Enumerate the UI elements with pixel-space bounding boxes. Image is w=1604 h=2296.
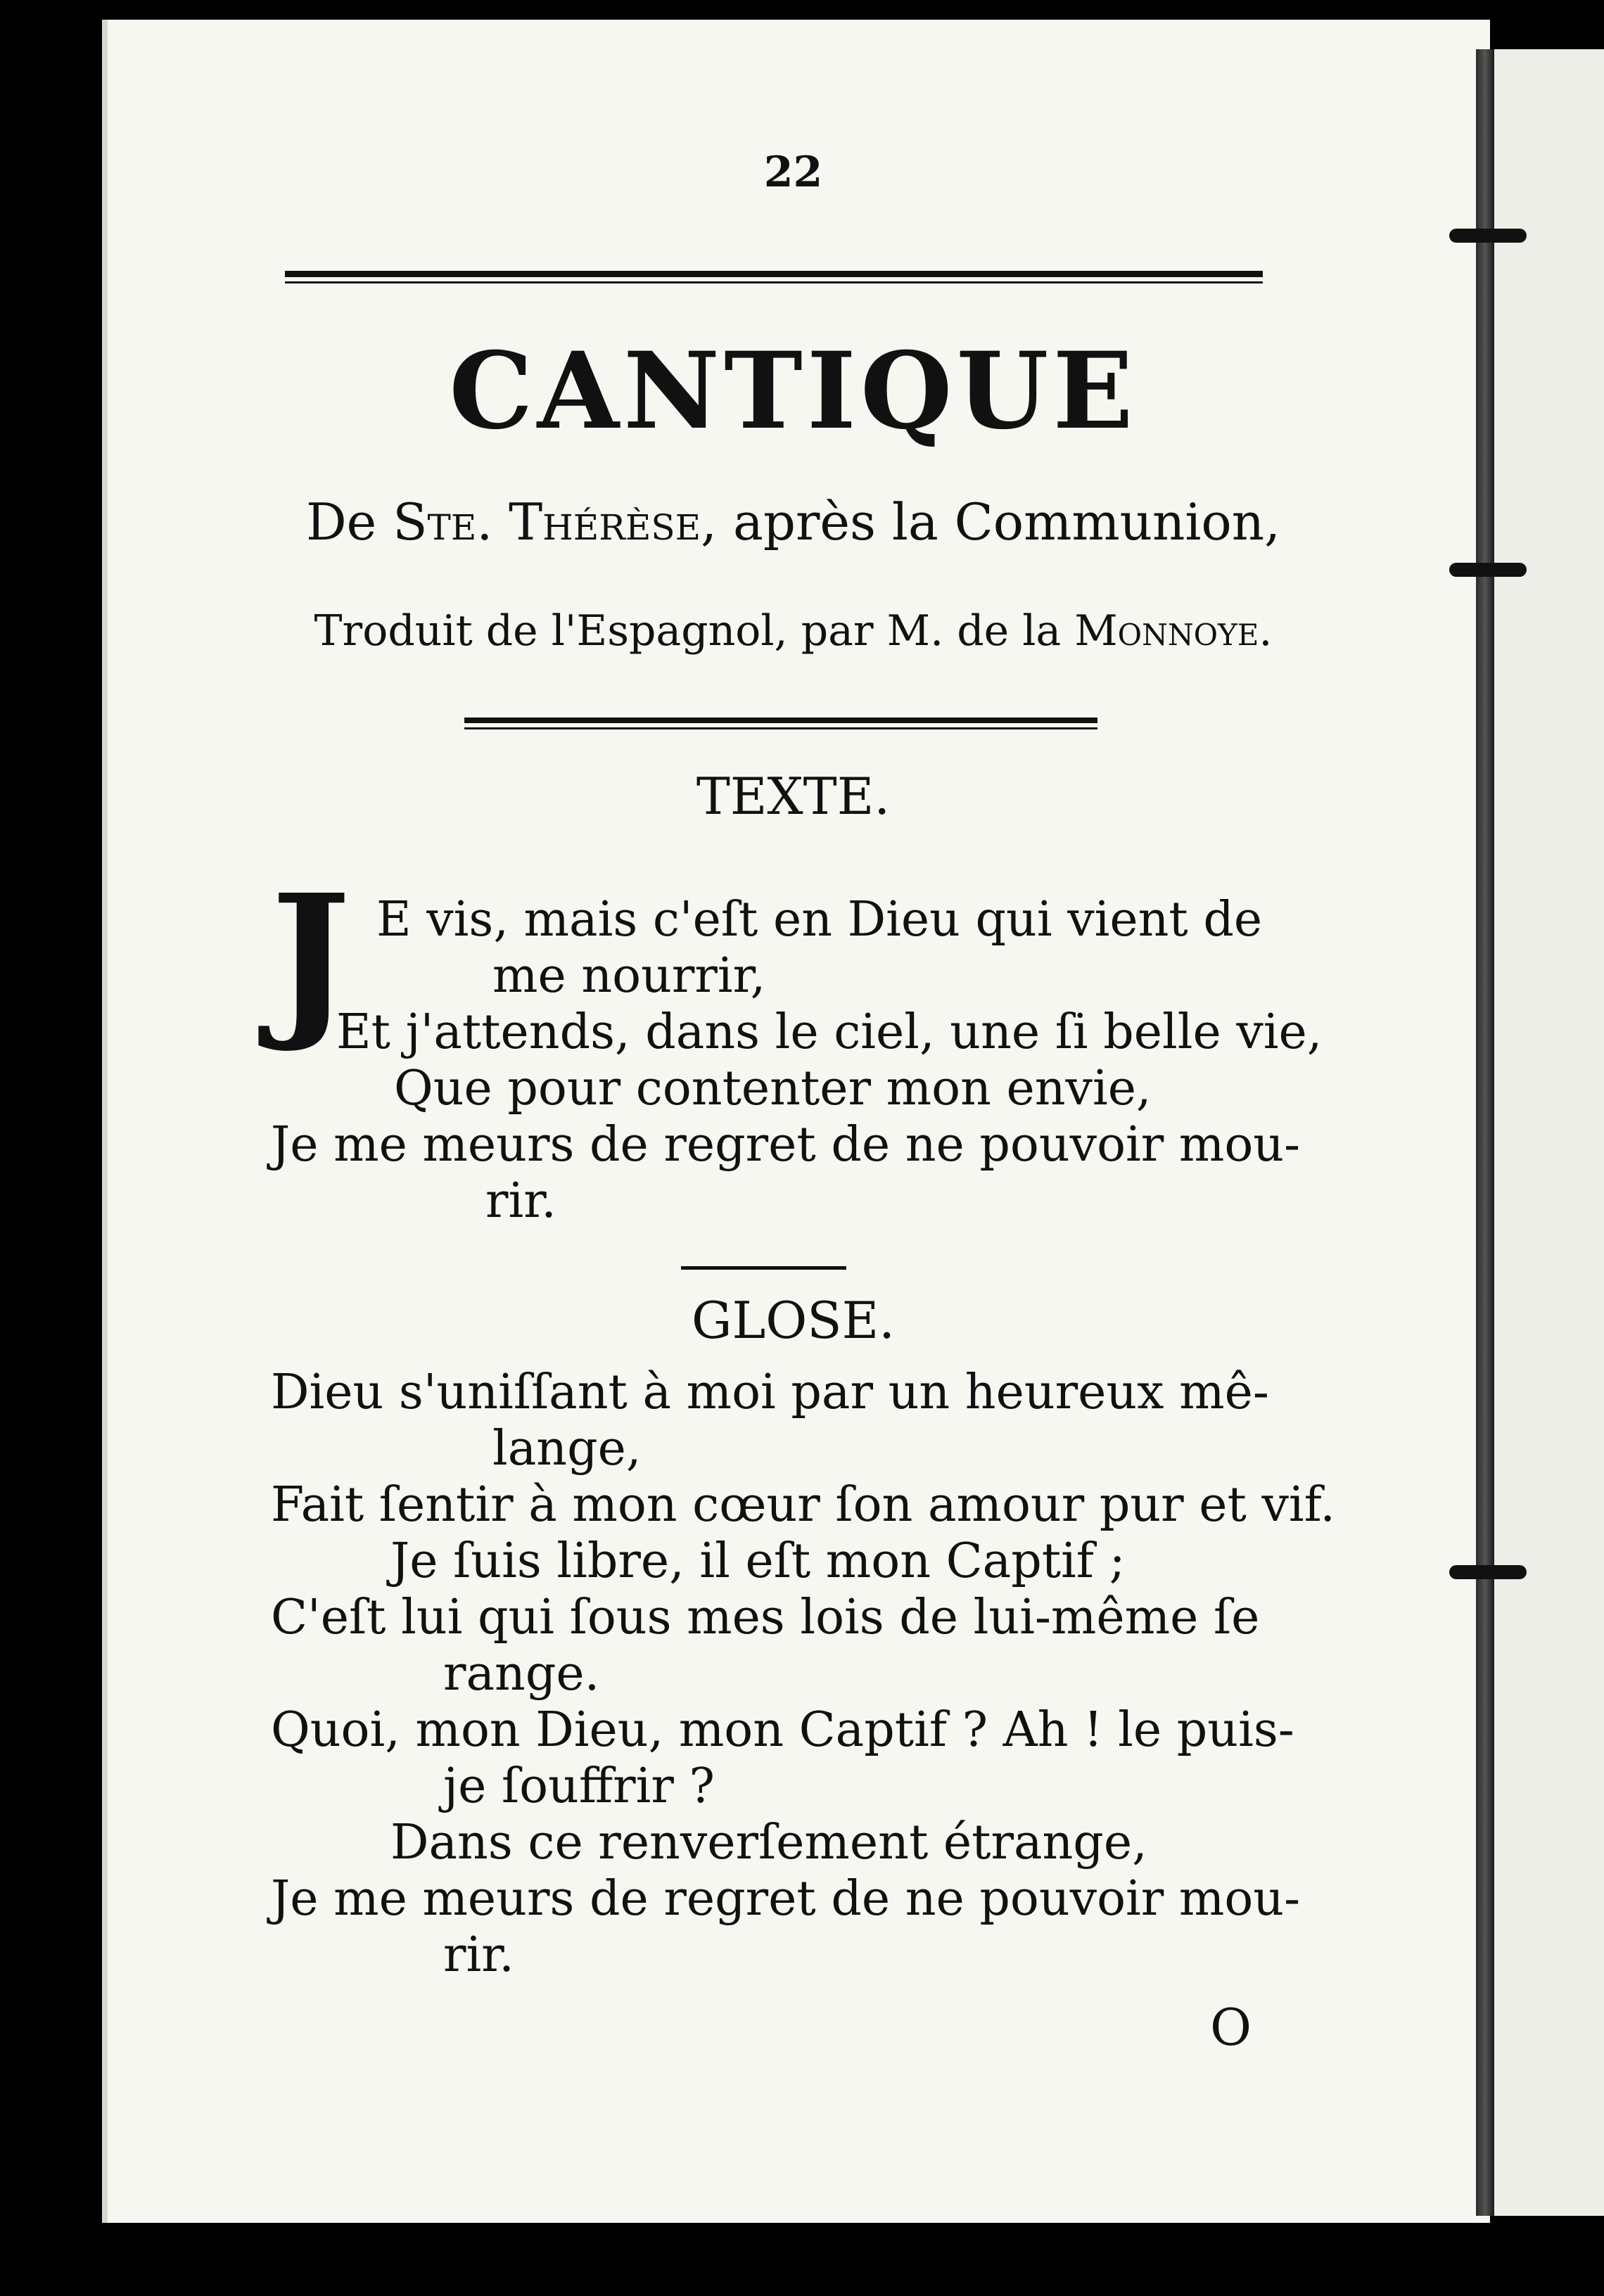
drop-cap: J	[271, 857, 351, 1056]
verse-line: Que pour contenter mon envie,	[394, 1061, 1152, 1116]
translator-prefix: Troduit de l'Espagnol, par M. de la	[314, 606, 1075, 656]
divider-rule	[681, 1266, 846, 1270]
verse-line: C'eſt lui qui ſous mes lois de lui-même ſe	[271, 1590, 1260, 1645]
page-title: CANTIQUE	[449, 329, 1138, 453]
subtitle	[102, 492, 1484, 551]
glose-heading: GLOSE.	[691, 1291, 896, 1350]
verse-line: rir.	[443, 1927, 514, 1983]
facing-page-edge	[1484, 49, 1604, 2216]
translator-name: Monnoye.	[1074, 606, 1273, 656]
subtitle-prefix: De	[305, 492, 393, 551]
verse-line: me nourrir,	[492, 948, 766, 1004]
verse-line: Je me meurs de regret de ne pouvoir mou-	[271, 1117, 1301, 1173]
verse-line: Je ſuis libre, il eſt mon Captif ;	[390, 1533, 1126, 1589]
page-number: 22	[763, 148, 823, 197]
catchword: O	[1210, 1998, 1252, 2057]
subtitle-suffix: , après la Communion,	[701, 492, 1281, 551]
verse-line: lange,	[492, 1421, 642, 1477]
verse-line: Et j'attends, dans le ciel, une ſi belle vie,	[336, 1005, 1323, 1060]
verse-line: range.	[443, 1646, 600, 1702]
section-rule-thin	[464, 727, 1097, 729]
section-rule-thick	[464, 718, 1097, 723]
binding-thread-mark	[1449, 1565, 1527, 1579]
verse-line: Dieu s'uniſſant à moi par un heureux mê-	[271, 1365, 1269, 1420]
texte-heading: TEXTE.	[696, 767, 891, 826]
translator-credit	[102, 606, 1484, 656]
header-rule-thin	[285, 281, 1263, 283]
subtitle-saint: Ste. Thérèse	[393, 492, 701, 551]
verse-line: je ſouffrir ?	[443, 1759, 715, 1814]
verse-line: Fait ſentir à mon cœur ſon amour pur et vif.	[271, 1477, 1335, 1533]
verse-line: Dans ce renverſement étrange,	[390, 1815, 1147, 1870]
verse-line: rir.	[485, 1173, 556, 1229]
binding-thread-mark	[1449, 229, 1527, 243]
verse-line: Je me meurs de regret de ne pouvoir mou-	[271, 1871, 1301, 1927]
verse-line: E vis, mais c'eſt en Dieu qui vient de	[376, 892, 1263, 948]
header-rule-thick	[285, 271, 1263, 277]
binding-thread-mark	[1449, 563, 1527, 577]
verse-line: Quoi, mon Dieu, mon Captif ? Ah ! le puis-	[271, 1702, 1294, 1758]
